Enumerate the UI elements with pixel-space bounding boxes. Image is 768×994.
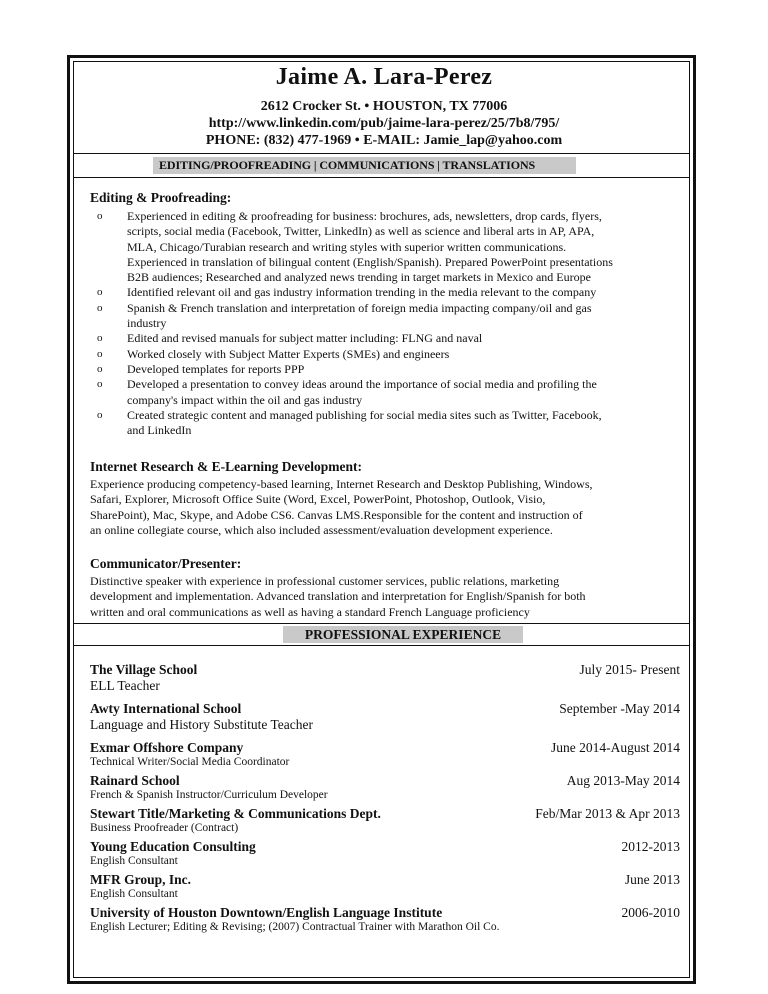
editing-bullet [97,301,697,332]
bullet-marker: o [97,332,103,345]
job-entry [90,740,680,768]
job-entry [90,701,680,733]
bullet-marker: o [97,347,103,360]
address: 2612 Crocker St. • HOUSTON, TX 77006 [260,99,508,114]
communicator-section-title: Communicator/Presenter: [90,556,242,571]
job-dates: September -May 2014 [559,701,680,716]
bullet-line: company's impact within the oil and gas industry [127,392,363,407]
job-role: English Lecturer; Editing & Revising; (2007) Contractual Trainer with Marathon Oil Co. [90,921,500,933]
communicator-paragraph [90,574,586,620]
bullet-line: MLA, Chicago/Turabian research and writing styles with superior written communications. [127,239,567,254]
editing-bullet [97,408,697,439]
job-dates: 2012-2013 [621,839,680,854]
job-organization: Exmar Offshore Company [90,740,244,755]
experience-section-title: PROFESSIONAL EXPERIENCE [283,626,523,643]
job-entry [90,872,680,900]
editing-bullet [97,331,697,346]
candidate-name: Jaime A. Lara-Perez [275,64,493,90]
job-entry [90,839,680,867]
bullet-marker: o [97,378,103,391]
editing-bullet [97,377,697,408]
bullet-line: Edited and revised manuals for subject matter including: FLNG and naval [127,331,483,346]
job-dates: Feb/Mar 2013 & Apr 2013 [535,806,680,821]
paragraph-line: Safari, Explorer, Microsoft Office Suite (Word, Excel, PowerPoint, Photoshop, Outlook, Visio, [90,492,546,507]
job-dates: July 2015- Present [579,662,680,677]
header-divider-bottom [74,177,689,178]
paragraph-line: Distinctive speaker with experience in professional customer services, public relations, marketing [90,574,560,588]
bullet-line: Created strategic content and managed publishing for social media sites such as Twitter, Facebook, [127,407,602,422]
job-organization: Young Education Consulting [90,839,256,854]
job-dates: 2006-2010 [621,905,680,920]
job-role: English Consultant [90,855,178,867]
bullet-line: Experienced in editing & proofreading for business: brochures, ads, newsletters, drop cards, flyers, [127,209,602,223]
paragraph-line: an online collegiate course, which also included assessment/evaluation development experience. [90,522,553,537]
bullet-line: Developed a presentation to convey ideas around the importance of social media and profiling the [127,377,597,392]
bullet-marker: o [97,408,103,421]
job-organization: Rainard School [90,773,180,788]
job-dates: Aug 2013-May 2014 [566,773,680,788]
paragraph-line: SharePoint), Mac, Skype, and Adobe CS6. Canvas LMS.Responsible for the content and instruction of [90,507,583,522]
experience-divider-bottom [74,645,689,646]
job-role: Technical Writer/Social Media Coordinator [90,756,290,768]
job-organization: MFR Group, Inc. [90,872,192,887]
job-dates: June 2013 [624,872,680,887]
bullet-marker: o [97,286,103,299]
bullet-line: and LinkedIn [127,423,192,438]
bullet-line: Spanish & French translation and interpretation of foreign media impacting company/oil and gas [127,300,592,315]
internet-section-title: Internet Research & E-Learning Development: [90,459,362,474]
paragraph-line: written and oral communications as well as having a standard French Language proficiency [90,604,530,619]
experience-divider-top [74,623,689,624]
bullet-marker: o [97,362,103,375]
bullet-line: B2B audiences; Researched and analyzed news trending in target markets in Mexico and Europe [127,270,591,285]
job-entry [90,806,680,834]
bullet-line: Identified relevant oil and gas industry information trending in the media relevant to the company [127,285,597,300]
phone-email: PHONE: (832) 477-1969 • E-MAIL: Jamie_lap@yahoo.com [205,133,563,148]
bullet-line: industry [127,316,167,331]
job-role: French & Spanish Instructor/Curriculum Developer [90,789,328,801]
job-role: English Consultant [90,888,178,900]
paragraph-line: development and implementation. Advanced translation and interpretation for English/Spanish for both [90,589,586,604]
job-organization: The Village School [90,662,198,677]
skills-bar: EDITING/PROOFREADING | COMMUNICATIONS | TRANSLATIONS [153,157,576,174]
job-entry [90,773,680,801]
job-entry [90,662,680,694]
editing-bullet [97,285,697,300]
editing-bullet [97,209,697,285]
linkedin-url[interactable]: http://www.linkedin.com/pub/jaime-lara-perez/25/7b8/795/ [208,116,560,131]
bullet-line: Developed templates for reports PPP [127,361,305,376]
bullet-marker: o [97,301,103,314]
job-entry [90,905,680,933]
job-organization: University of Houston Downtown/English Language Institute [90,905,443,920]
internet-paragraph [90,477,592,538]
job-dates: June 2014-August 2014 [551,740,680,755]
job-role: Business Proofreader (Contract) [90,822,239,834]
bullet-marker: o [97,210,103,222]
job-organization: Awty International School [90,701,242,716]
editing-bullet-list [97,209,697,438]
bullet-line: scripts, social media (Facebook, Twitter, LinkedIn) as well as science and liberal arts in AP, APA, [127,224,595,239]
header-divider-top [74,153,689,154]
paragraph-line: Experience producing competency-based learning, Internet Research and Desktop Publishing, Windows, [90,477,593,491]
editing-bullet [97,347,697,362]
job-role: Language and History Substitute Teacher [90,717,313,732]
editing-section-title: Editing & Proofreading: [90,190,232,205]
bullet-line: Worked closely with Subject Matter Experts (SMEs) and engineers [127,346,450,361]
job-role: ELL Teacher [90,678,160,693]
editing-bullet [97,362,697,377]
job-organization: Stewart Title/Marketing & Communications Dept. [90,806,381,821]
bullet-line: Experienced in translation of bilingual content (English/Spanish). Prepared PowerPoint presentations [127,254,613,269]
